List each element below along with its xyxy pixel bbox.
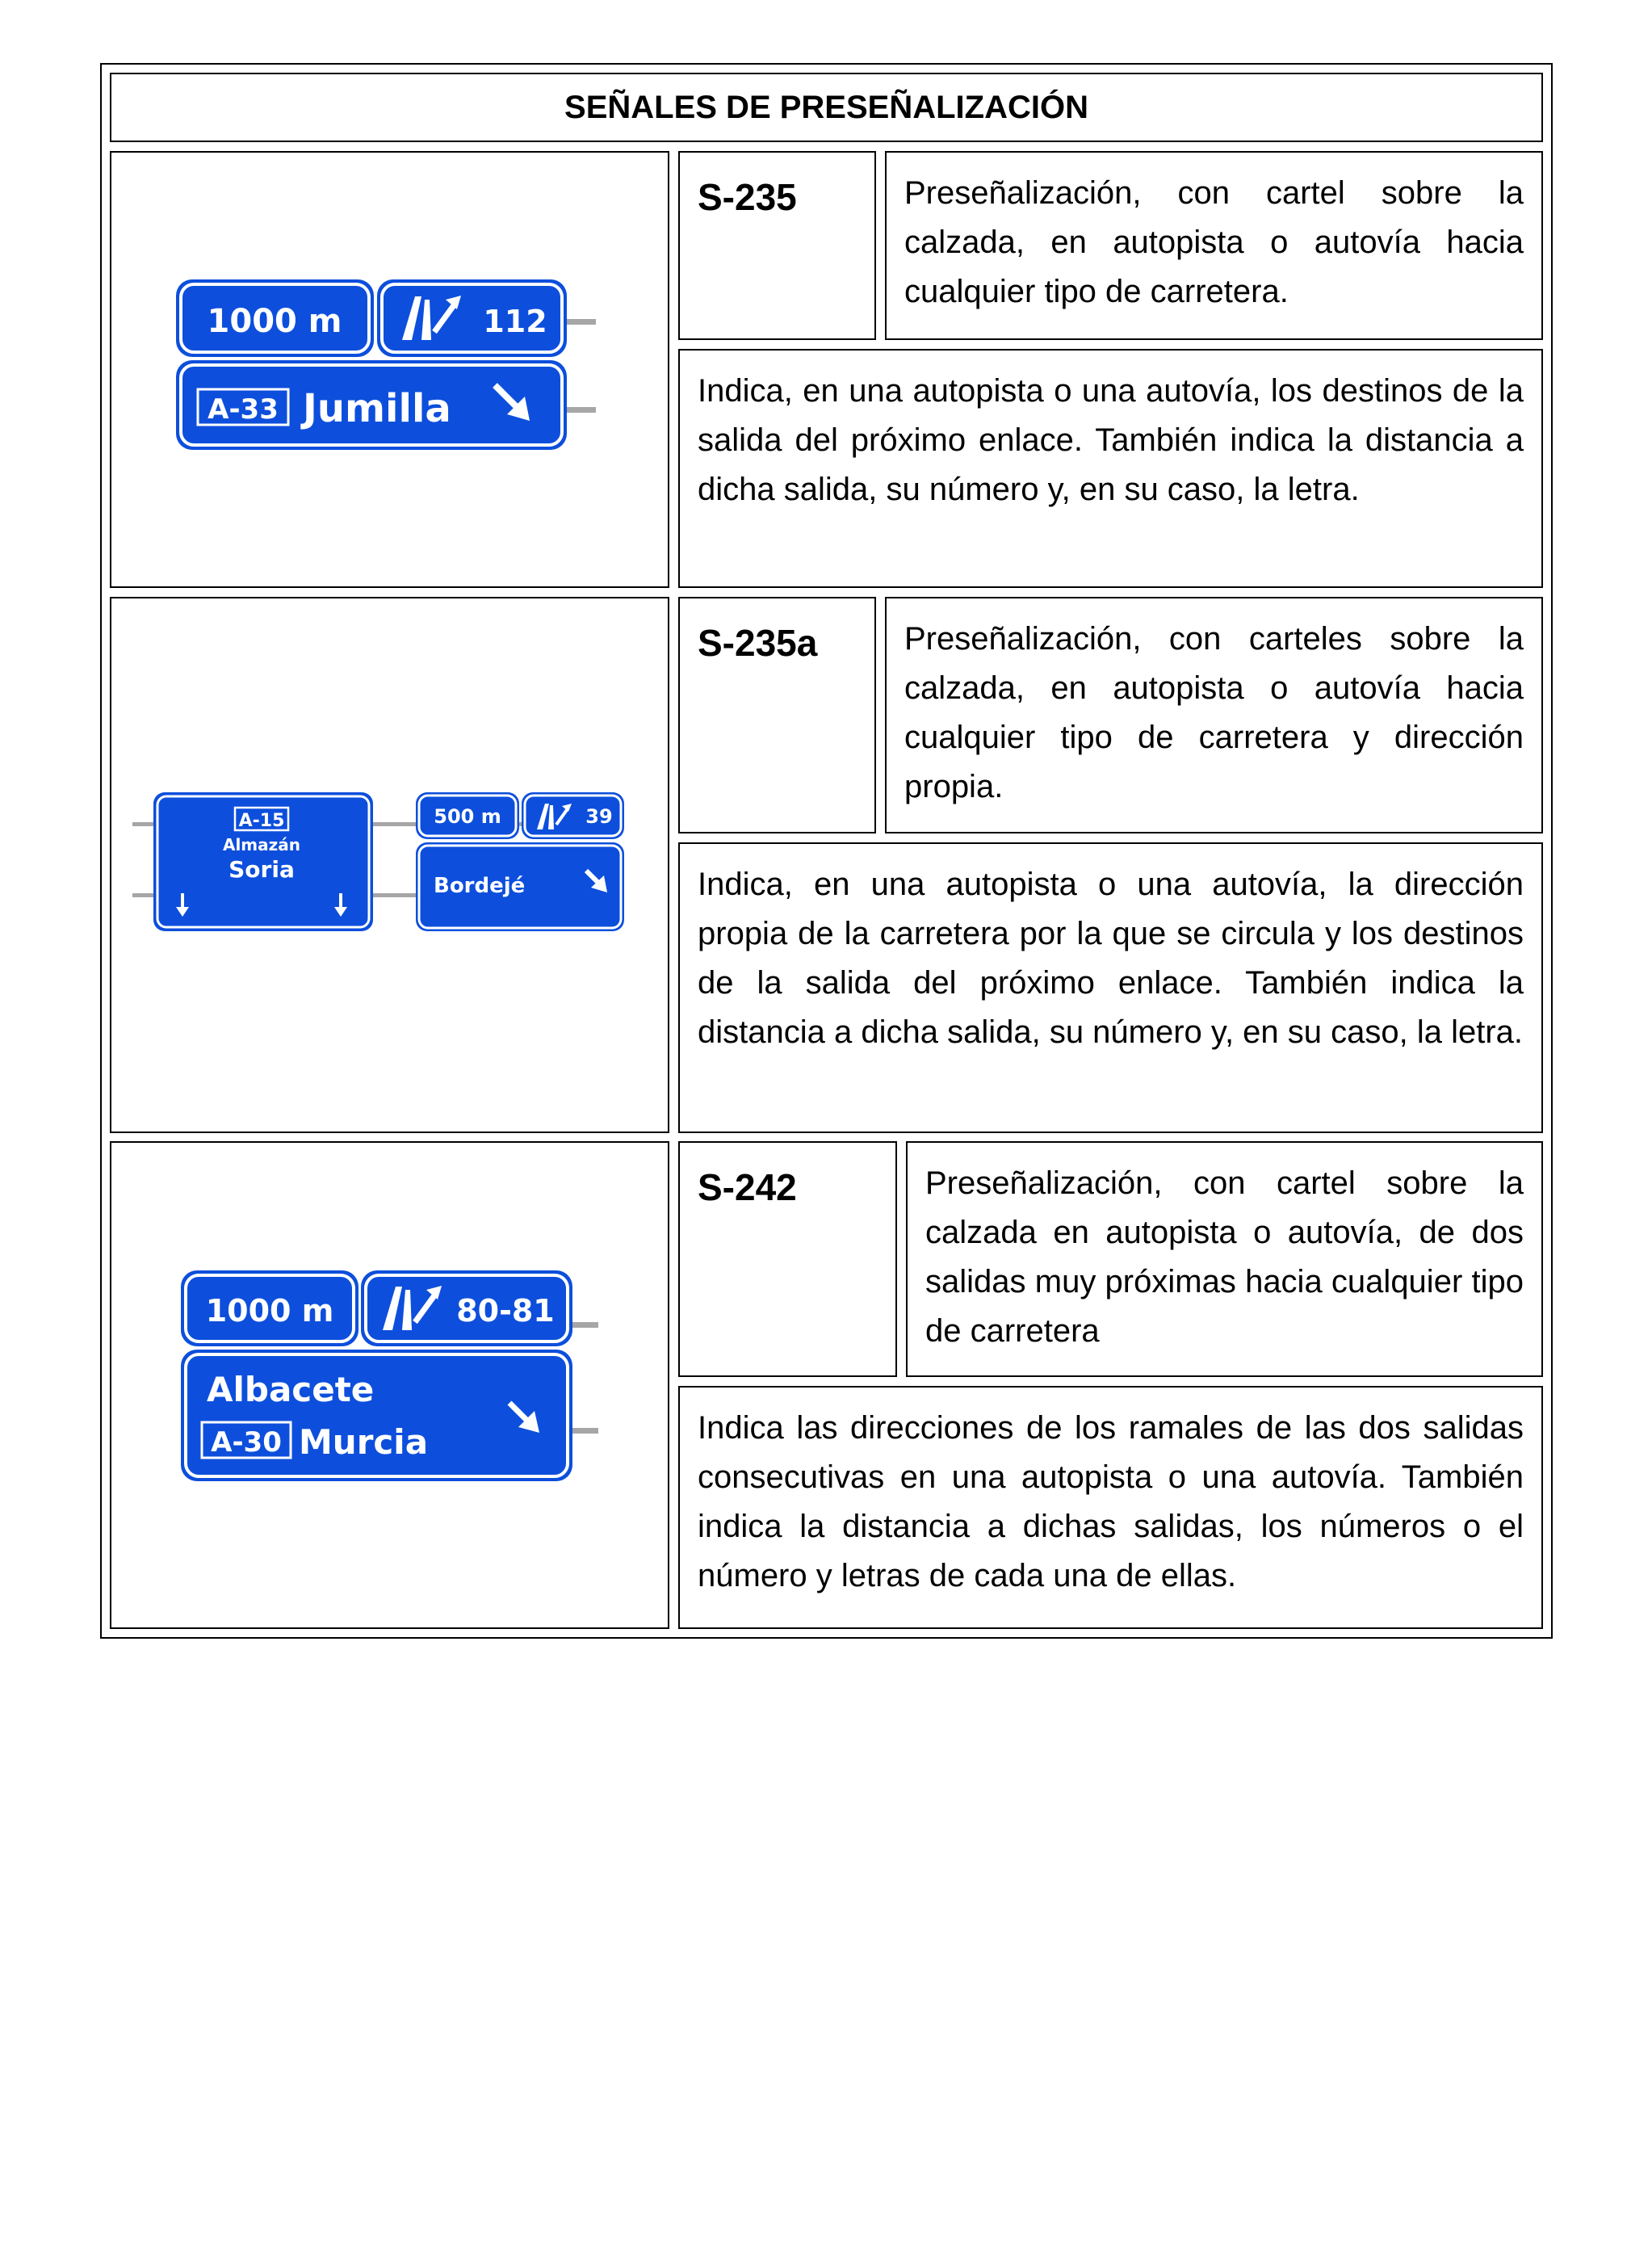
sign-code-s235a: S-235a <box>678 597 876 833</box>
sign-exit-number: 112 <box>483 304 547 339</box>
table-title: SEÑALES DE PRESEÑALIZACIÓN <box>110 73 1543 142</box>
sign-s235a-image <box>111 598 668 1131</box>
sign-code-s242: S-242 <box>678 1141 897 1377</box>
sign-name-s235a: Preseñalización, con carteles sobre la calzada, en autopista o autovía hacia cualquier tipo de carretera y dirección propia. <box>885 597 1543 833</box>
sign-destination: Bordejé <box>434 874 526 898</box>
sign-description-s235a: Indica, en una autopista o una autovía, la dirección propia de la carretera por la que se circula y los destinos de la salida del próximo enlace. También indica la distancia a dicha salida, su número y, en su caso, la letra. <box>678 842 1543 1133</box>
sign-image-cell-s242 <box>110 1141 669 1629</box>
sign-s235-image <box>111 153 668 586</box>
sign-code-s235: S-235 <box>678 151 876 340</box>
sign-left-town: Almazán <box>222 835 301 854</box>
sign-road: A-30 <box>211 1426 282 1459</box>
sign-exit-number: 39 <box>585 805 613 828</box>
sign-destination-1: Albacete <box>207 1370 375 1409</box>
sign-description-s242: Indica las direcciones de los ramales de las dos salidas consecutivas en una autopista o una autovía. También indica la distancia a dichas salidas, los números o el número y letras de cada una de ellas. <box>678 1386 1543 1629</box>
sign-image-cell-s235 <box>110 151 669 588</box>
sign-destination-2: Murcia <box>299 1422 429 1462</box>
sign-name-s235: Preseñalización, con cartel sobre la calzada, en autopista o autovía hacia cualquier tipo de carretera. <box>885 151 1543 340</box>
sign-distance: 500 m <box>434 805 501 828</box>
sign-exit-number: 80-81 <box>456 1293 555 1329</box>
sign-s242-image <box>111 1143 668 1627</box>
sign-road: A-33 <box>208 393 279 426</box>
sign-image-cell-s235a <box>110 597 669 1133</box>
sign-left-road: A-15 <box>238 811 285 831</box>
sign-distance: 1000 m <box>205 1293 334 1329</box>
sign-description-s235: Indica, en una autopista o una autovía, los destinos de la salida del próximo enlace. También indica la distancia a dicha salida, su número y, en su caso, la letra. <box>678 349 1543 588</box>
sign-distance: 1000 m <box>207 303 342 340</box>
sign-destination: Jumilla <box>303 386 451 431</box>
sign-left-city: Soria <box>229 856 295 883</box>
sign-name-s242: Preseñalización, con cartel sobre la calzada en autopista o autovía, de dos salidas muy próximas hacia cualquier tipo de carretera <box>906 1141 1543 1377</box>
